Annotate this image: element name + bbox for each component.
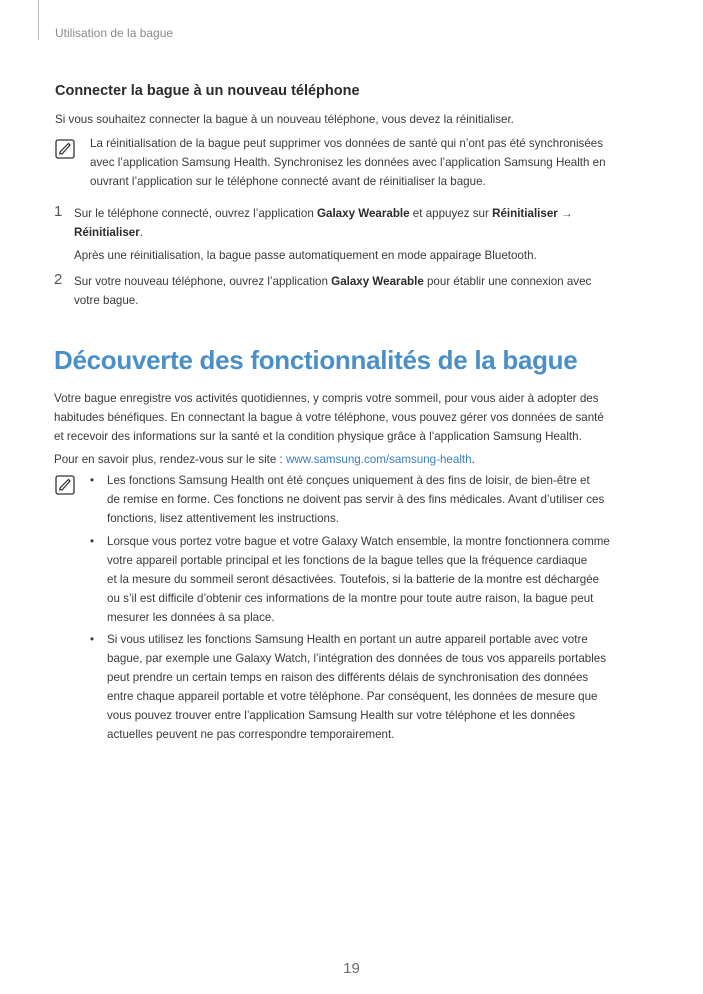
page-title: Découverte des fonctionnalités de la bague: [54, 345, 578, 375]
note-icon: [55, 139, 75, 159]
step-2-text-cont: votre bague.: [74, 294, 139, 307]
bullet-line: bague, par exemple une Galaxy Watch, l’intégration des données de tous vos appareils portables: [107, 652, 607, 665]
bullet-line: actuelles peuvent ne pas correspondre temporairement.: [107, 728, 395, 741]
step-number: 2: [54, 271, 63, 288]
note-line: La réinitialisation de la bague peut supprimer vos données de santé qui n’ont pas été synchronisées: [90, 137, 604, 150]
bullet-line: peut prendre un certain temps en raison des différents délais de synchronisation des données: [107, 671, 589, 684]
step-1-text: Sur le téléphone connecté, ouvrez l’application Galaxy Wearable et appuyez sur Réinitialiser →: [74, 207, 573, 220]
bullet-line: votre appareil portable principal et les fonctions de la bague telles que la fréquence cardiaque: [107, 554, 588, 567]
bullet-icon: •: [90, 474, 95, 487]
step-number: 1: [54, 203, 63, 220]
bullet-line: ou s’il est difficile d’obtenir ces informations de la montre pour toute autre raison, la bague peut: [107, 592, 594, 605]
bullet-line: et la mesure du sommeil seront désactivées. Toutefois, si la batterie de la montre est déchargée: [107, 573, 600, 586]
bullet-line: mesurer les données à sa place.: [107, 611, 275, 624]
note-icon: [55, 475, 75, 495]
samsung-health-link[interactable]: www.samsung.com/samsung-health: [285, 453, 472, 466]
section-intro: Si vous souhaitez connecter la bague à un nouveau téléphone, vous devez la réinitialiser.: [55, 113, 514, 126]
body-line: et recevoir des informations sur la santé et la condition physique grâce à l’application Samsung Health.: [54, 430, 582, 443]
note-line: avec l’application Samsung Health. Synchronisez les données avec l’application Samsung Health en: [90, 156, 606, 169]
note-line: ouvrant l’application sur le téléphone connecté avant de réinitialiser la bague.: [90, 175, 486, 188]
bullet-line: vous pouvez trouver entre l’application Samsung Health sur votre téléphone et les données: [107, 709, 575, 722]
running-header: Utilisation de la bague: [55, 26, 174, 40]
more-info-line: Pour en savoir plus, rendez-vous sur le site : www.samsung.com/samsung-health.: [54, 453, 475, 466]
bullet-line: Les fonctions Samsung Health ont été conçues uniquement à des fins de loisir, de bien-être et: [107, 474, 590, 487]
bullet-line: entre chaque appareil portable et votre téléphone. Par conséquent, les données de mesure que: [107, 690, 598, 703]
section-heading: Connecter la bague à un nouveau téléphone: [55, 83, 360, 99]
bullet-line: fonctions, lisez attentivement les instructions.: [107, 512, 339, 525]
bullet-icon: •: [90, 535, 95, 548]
bullet-line: de remise en forme. Ces fonctions ne doivent pas servir à des fins médicales. Avant d’utiliser ces: [107, 493, 605, 506]
page-number: 19: [343, 960, 360, 977]
step-2-text: Sur votre nouveau téléphone, ouvrez l’application Galaxy Wearable pour établir une connexion avec: [74, 275, 592, 288]
step-1-text-cont: Réinitialiser.: [74, 226, 143, 239]
body-line: Votre bague enregistre vos activités quotidiennes, y compris votre sommeil, pour vous aider à adopter des: [54, 392, 599, 405]
bullet-line: Lorsque vous portez votre bague et votre Galaxy Watch ensemble, la montre fonctionnera comme: [107, 535, 610, 548]
header-rule: [38, 0, 39, 40]
step-1-sub: Après une réinitialisation, la bague passe automatiquement en mode appairage Bluetooth.: [74, 249, 537, 262]
body-line: habitudes bénéfiques. En connectant la bague à votre téléphone, vous pouvez gérer vos données de santé: [54, 411, 604, 424]
bullet-icon: •: [90, 633, 95, 646]
bullet-line: Si vous utilisez les fonctions Samsung Health en portant un autre appareil portable avec votre: [107, 633, 588, 646]
